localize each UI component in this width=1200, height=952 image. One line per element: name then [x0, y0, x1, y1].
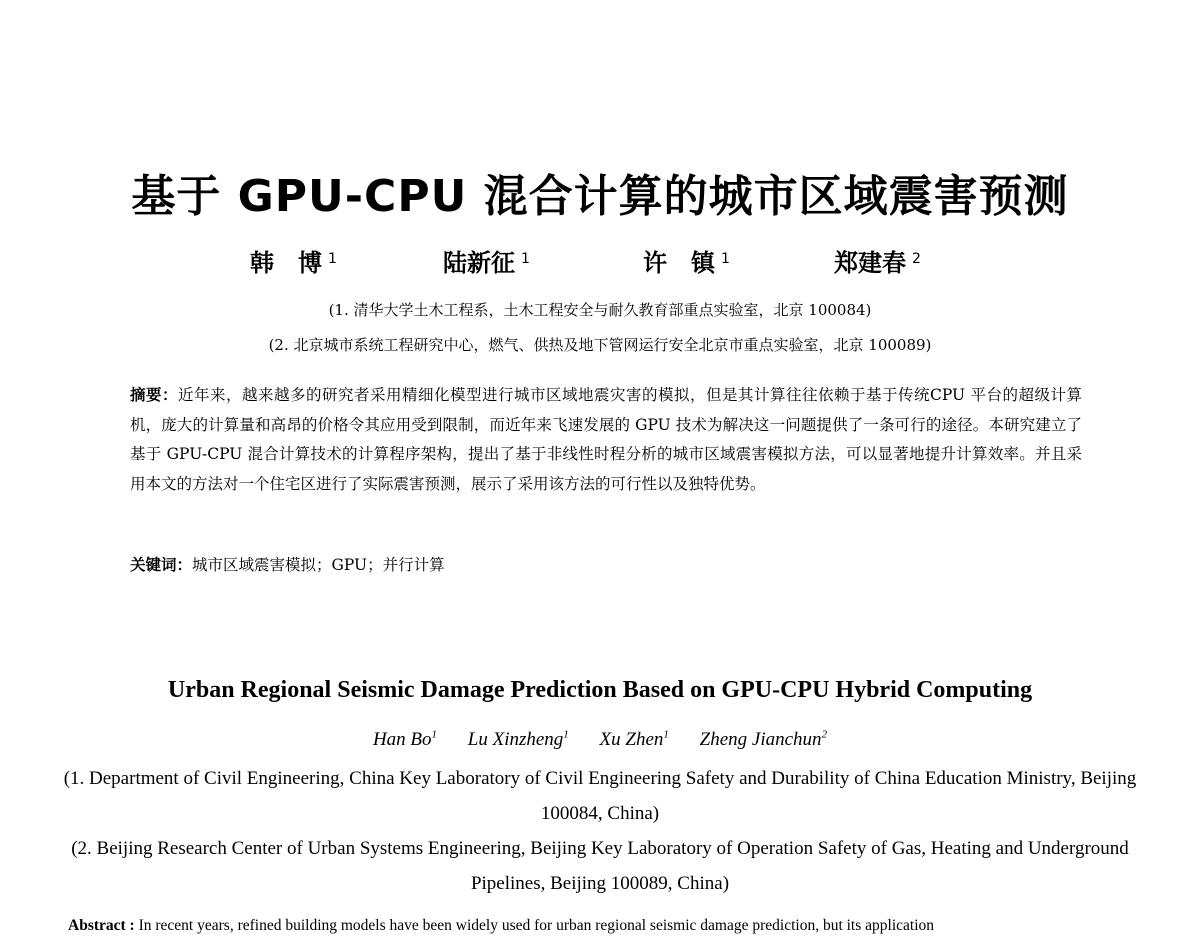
- english-author-1: Han Bo$^1$: [372, 729, 438, 751]
- english-affiliation-2: (2. Beijing Research Center of Urban Systems Engineering, Beijing Key Laboratory of Operation Safety of Gas, Heating and Underground Pipelines, Beijing 100089, China): [71, 838, 1129, 894]
- chinese-keywords: [130, 553, 1080, 575]
- chinese-author-2: 陆新征 $^1$: [443, 249, 530, 277]
- chinese-abstract: [130, 381, 1082, 499]
- chinese-keywords-text: 城市区域震害模拟；GPU；并行计算: [192, 556, 445, 574]
- english-author-4: Zheng Jianchun$^2$: [699, 729, 828, 751]
- english-affiliation-1: (1. Department of Civil Engineering, China Key Laboratory of Civil Engineering Safety and Durability of China Education Ministry, Beijing 100084, China): [63, 768, 1137, 824]
- chinese-affiliation-1: (1. 清华大学土木工程系，土木工程安全与耐久教育部重点实验室，北京 100084): [328, 301, 872, 319]
- chinese-abstract-label: 摘要：: [130, 386, 178, 404]
- chinese-author-1: 韩 博 $^1$: [250, 249, 337, 277]
- chinese-author-3: 许 镇 $^1$: [643, 249, 730, 277]
- english-abstract: [68, 917, 1138, 935]
- chinese-title: 基于 GPU-CPU 混合计算的城市区域震害预测: [131, 171, 1069, 222]
- chinese-abstract-text: 近年来，越来越多的研究者采用精细化模型进行城市区域地震灾害的模拟，但是其计算往往依赖于基于传统CPU 平台的超级计算机，庞大的计算量和高昂的价格令其应用受到限制，而近年来飞速发展的 GPU 技术为解决这一问题提供了一条可行的途径。本研究建立了基于 GPU-CPU 混合计算技术的计算程序架构，提出了基于非线性时程分析的城市区域震害模拟方法，可以显著地提升计算效率。并且采用本文的方法对一个住宅区进行了实际震害预测，展示了采用该方法的可行性以及独特优势。: [130, 386, 1082, 493]
- english-author-3: Xu Zhen$^1$: [599, 729, 669, 751]
- english-authors: [0, 729, 1200, 751]
- english-title: Urban Regional Seismic Damage Prediction Based on GPU-CPU Hybrid Computing: [167, 677, 1033, 703]
- english-author-2: Lu Xinzheng$^1$: [467, 729, 569, 751]
- chinese-affiliation-2: (2. 北京城市系统工程研究中心，燃气、供热及地下管网运行安全北京市重点实验室，北京 100089): [268, 336, 932, 354]
- english-abstract-text: In recent years, refined building models have been widely used for urban regional seismic damage prediction, but its application: [138, 917, 935, 934]
- chinese-author-4: 郑建春 $^2$: [834, 249, 921, 277]
- chinese-authors: [250, 243, 970, 277]
- english-abstract-label: Abstract :: [68, 917, 135, 934]
- chinese-keywords-label: 关键词：: [130, 556, 193, 574]
